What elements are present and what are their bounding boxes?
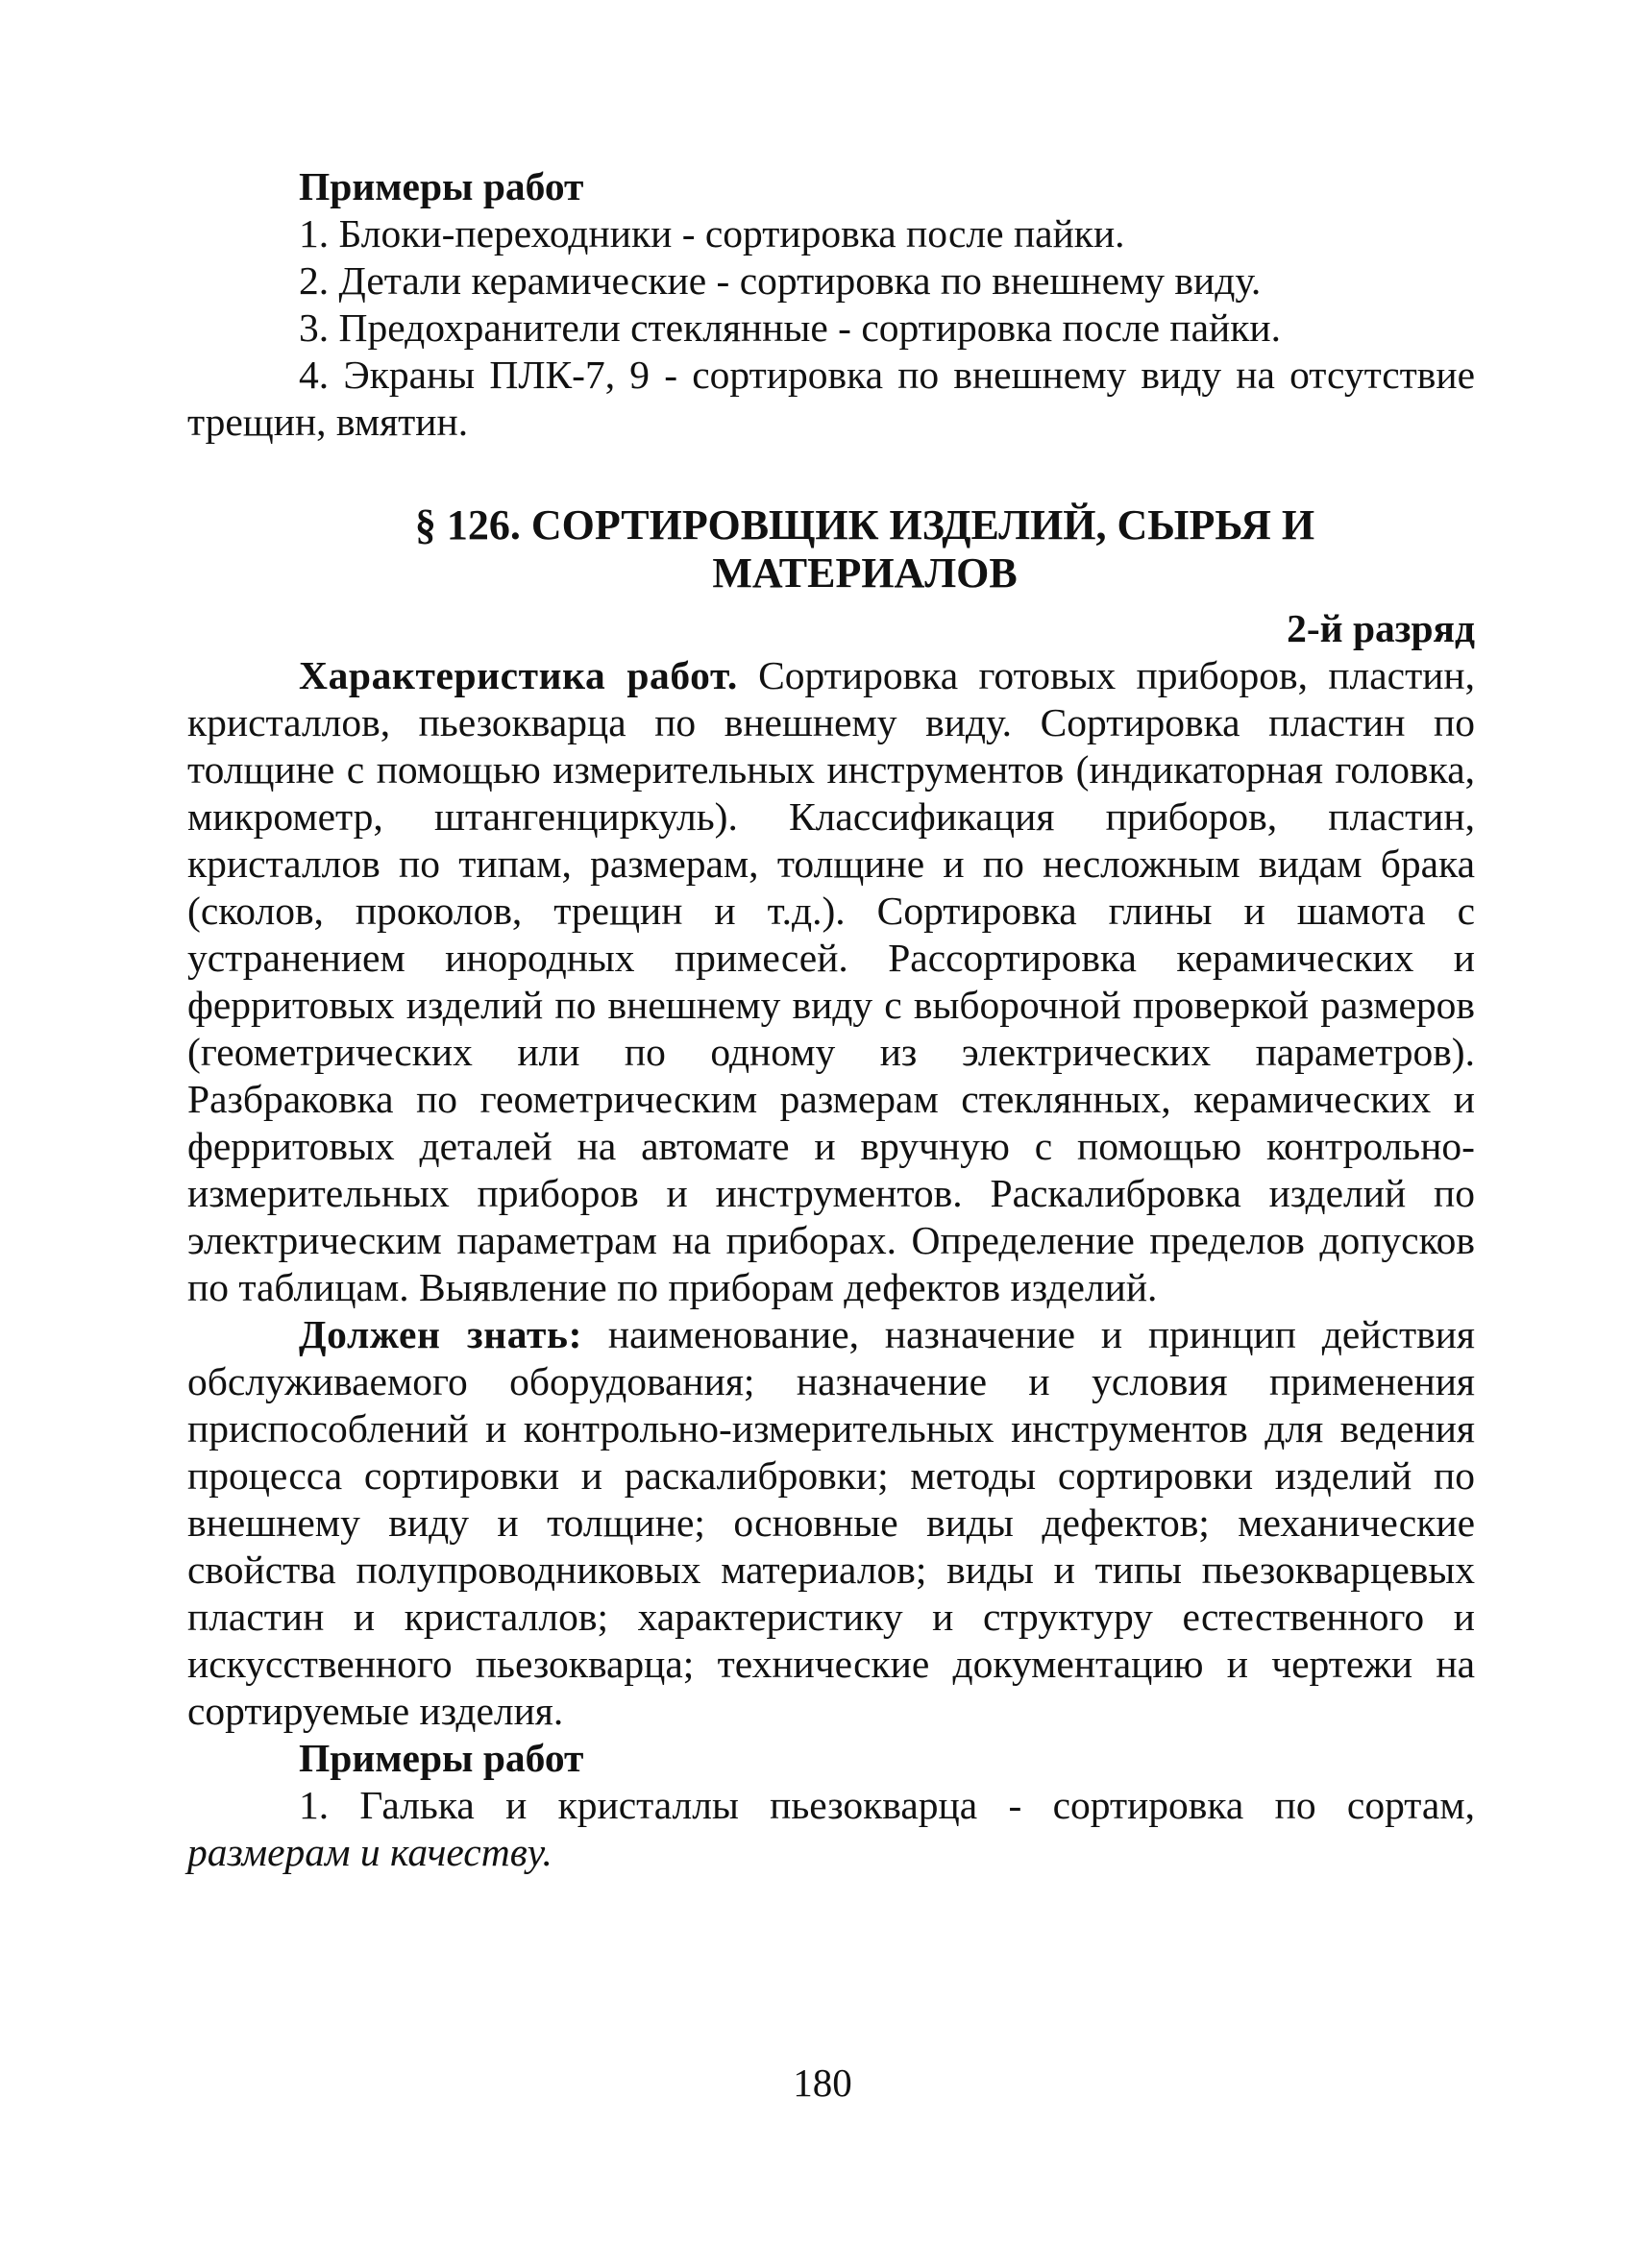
example-item: 1. Блоки-переходники - сортировка после пайки. <box>299 211 1125 256</box>
document-page <box>187 163 1475 1876</box>
examples-heading: Примеры работ <box>299 164 584 208</box>
examples-heading: Примеры работ <box>299 1736 584 1780</box>
characteristic-text: Сортировка готовых приборов, пластин, кристаллов, пьезокварца по внешнему виду. Сортировка пластин по толщине с помощью измерительных инструментов (индикаторная головка, микрометр, штангенциркуль). Классификация приборов, пластин, кристаллов по типам, размерам, толщине и по несложным видам брака (сколов, проколов, трещин и т.д.). Сортировка глины и шамота с устранением инородных примесей. Рассортировка керамических и ферритовых изделий по внешнему виду с выборочной проверкой размеров (геометрических или по одному из электрических параметров). Разбраковка по геометрическим размерам стеклянных, керамических и ферритовых деталей на автомате и вручную с помощью контрольно-измерительных приборов и инструментов. Раскалибровка изделий по электрическим параметрам на приборах. Определение пределов допусков по таблицам. Выявление по приборам дефектов изделий. <box>187 653 1476 1309</box>
example-item <box>187 1782 1475 1876</box>
example-item-italic: размерам и качеству. <box>187 1830 552 1874</box>
example-item: 4. Экраны ПЛК-7, 9 - сортировка по внешнему виду на отсутствие трещин, вмятин. <box>187 353 1475 444</box>
page-number: 180 <box>793 2061 852 2105</box>
section-title-line: § 126. СОРТИРОВЩИК ИЗДЕЛИЙ, СЫРЬЯ И <box>414 501 1315 549</box>
example-item: 3. Предохранители стеклянные - сортировка после пайки. <box>299 305 1281 350</box>
section-title <box>187 501 1475 597</box>
must-know-text: наименование, назначение и принцип действия обслуживаемого оборудования; назначение и условия применения приспособлений и контрольно-измерительных инструментов для ведения процесса сортировки и раскалибровки; методы сортировки изделий по внешнему виду и толщине; основные виды дефектов; механические свойства полупроводниковых материалов; виды и типы пьезокварцевых пластин и кристаллов; характеристику и структуру естественного и искусственного пьезокварца; технические документацию и чертежи на сортируемые изделия. <box>187 1312 1476 1733</box>
example-item-text: 1. Галька и кристаллы пьезокварца - сортировка по сортам, <box>299 1783 1475 1827</box>
section-title-line: МАТЕРИАЛОВ <box>712 549 1018 597</box>
grade-label: 2-й разряд <box>1287 606 1475 650</box>
must-know-paragraph <box>187 1311 1475 1735</box>
characteristic-paragraph <box>187 652 1475 1311</box>
example-item: 2. Детали керамические - сортировка по внешнему виду. <box>299 258 1262 303</box>
characteristic-label: Характеристика работ. <box>299 653 738 697</box>
must-know-label: Должен знать: <box>299 1312 582 1356</box>
